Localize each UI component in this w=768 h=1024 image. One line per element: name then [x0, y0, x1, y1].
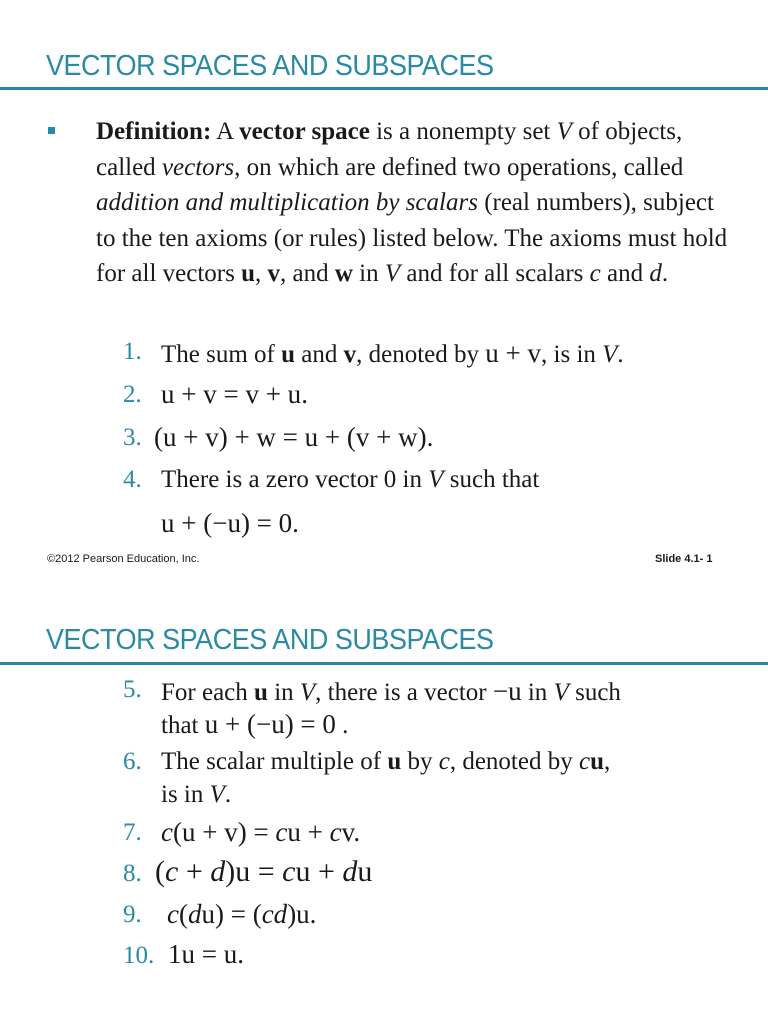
bullet-icon: [48, 127, 55, 134]
axiom-number: 10.: [123, 942, 155, 969]
vector-symbol: w: [334, 260, 353, 287]
axiom-number: 2.: [123, 381, 142, 408]
axiom-number: 7.: [123, 819, 142, 846]
copyright-footer: ©2012 Pearson Education, Inc.: [47, 553, 200, 565]
axiom-number: 4.: [123, 466, 142, 493]
axiom-text: For each u in V, there is a vector −u in V such: [161, 676, 621, 706]
axiom-text: The scalar multiple of u by c, denoted by cu,: [161, 748, 611, 775]
axiom-formula: 1u = u.: [168, 939, 244, 969]
definition-text: and for all scalars: [400, 260, 590, 287]
axiom-formula: u + v = v + u.: [161, 379, 308, 409]
definition-text: (real numbers), subject to the ten axioms (or rules) listed below. The axioms must hold for all vectors: [96, 189, 728, 287]
definition-text: ,: [255, 260, 268, 287]
definition-text: is a nonempty set: [369, 118, 557, 145]
axiom-formula: (u + v) + w = u + (v + w).: [154, 422, 434, 452]
definition-label: Definition:: [96, 118, 212, 145]
definition-text: of objects, called: [96, 118, 683, 181]
vector-symbol: u: [241, 260, 255, 287]
axiom-formula: (c + d)u = cu + du: [155, 855, 373, 888]
scalar-symbol: c: [589, 260, 601, 287]
definition-term: vector space: [239, 118, 370, 145]
title-divider: [0, 662, 768, 665]
axiom-formula: that u + (−u) = 0 .: [161, 709, 349, 739]
axiom-number: 1.: [123, 338, 142, 365]
definition-term-italic: addition and multiplication by scalars: [96, 189, 478, 216]
title-divider: [0, 87, 768, 90]
axiom-number: 9.: [123, 901, 142, 928]
definition-text: and: [600, 260, 650, 287]
axiom-formula: c(du) = (cd)u.: [167, 899, 317, 929]
set-symbol: V: [556, 118, 572, 145]
definition-paragraph: [96, 114, 736, 292]
axiom-formula: u + (−u) = 0.: [161, 508, 299, 538]
definition-text: , on which are defined two operations, called: [234, 153, 684, 181]
slide-title: VECTOR SPACES AND SUBSPACES: [46, 624, 494, 656]
axiom-formula: c(u + v) = cu + cv.: [161, 817, 361, 847]
vector-symbol: v: [267, 260, 280, 287]
axiom-number: 6.: [123, 748, 142, 775]
definition-text: .: [661, 260, 669, 287]
slide-2: [0, 576, 768, 1024]
definition-term-italic: vectors: [161, 153, 235, 181]
definition-text: in: [352, 260, 385, 287]
set-symbol: V: [384, 260, 401, 287]
definition-text: A: [211, 118, 240, 145]
slide-title: VECTOR SPACES AND SUBSPACES: [46, 50, 494, 82]
axiom-number: 5.: [123, 676, 142, 703]
axiom-text: is in V.: [161, 781, 232, 808]
axiom-number: 3.: [123, 424, 142, 451]
axiom-text: There is a zero vector 0 in V such that: [161, 466, 540, 493]
scalar-symbol: d: [649, 260, 662, 287]
slide-number: Slide 4.1- 1: [655, 553, 713, 565]
definition-text: , and: [280, 260, 335, 287]
axiom-text: The sum of u and v, denoted by u + v, is in V.: [161, 338, 624, 368]
axiom-number: 8.: [123, 860, 142, 887]
